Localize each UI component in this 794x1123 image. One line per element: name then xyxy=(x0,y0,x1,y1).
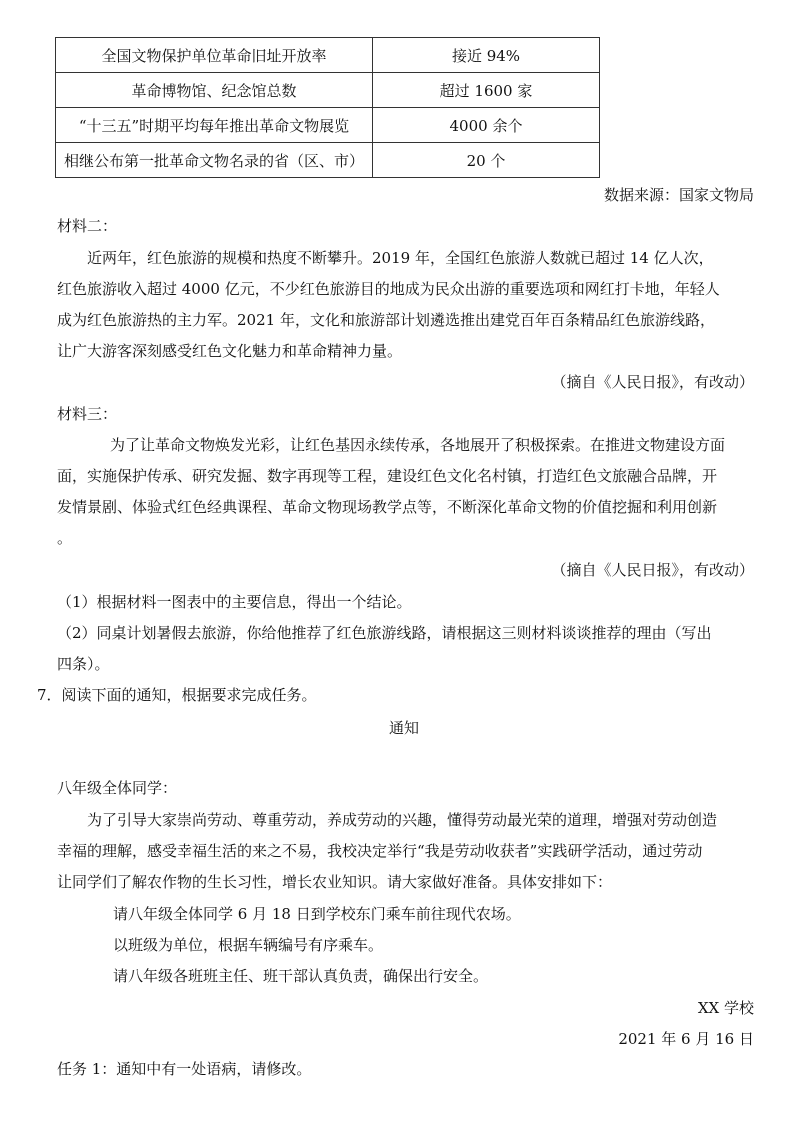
notice-item: 请八年级全体同学 6 月 18 日到学校东门乘车前往现代农场。 xyxy=(113,905,521,923)
table-row xyxy=(56,108,600,143)
table-row xyxy=(56,38,600,73)
material3-source: （摘自《人民日报》，有改动） xyxy=(551,561,754,579)
material2-heading: 材料二： xyxy=(57,217,118,235)
material2-line: 成为红色旅游热的主力军。2021 年，文化和旅游部计划遴选推出建党百年百条精品红色旅游线路， xyxy=(57,311,715,329)
table-cell-label: 全国文物保护单位革命旧址开放率 xyxy=(56,38,373,73)
material2-source: （摘自《人民日报》，有改动） xyxy=(551,373,754,391)
material3-line: 面，实施保护传承、研究发掘、数字再现等工程，建设红色文化名村镇，打造红色文旅融合品牌，开 xyxy=(57,467,718,485)
notice-item: 以班级为单位，根据车辆编号有序乘车。 xyxy=(113,936,384,954)
table-row xyxy=(56,143,600,178)
material2-line: 让广大游客深刻感受红色文化魅力和革命精神力量。 xyxy=(57,342,403,360)
question-2: （2）同桌计划暑假去旅游，你给他推荐了红色旅游线路，请根据这三则材料谈谈推荐的理由（写出 xyxy=(57,624,712,642)
table-cell-label: “十三五”时期平均每年推出革命文物展览 xyxy=(56,108,373,143)
notice-body-line: 让同学们了解农作物的生长习性，增长农业知识。请大家做好准备。具体安排如下： xyxy=(57,873,613,891)
table-cell-value: 接近 94% xyxy=(373,38,600,73)
table-cell-label: 革命博物馆、纪念馆总数 xyxy=(56,73,373,108)
material3-heading: 材料三： xyxy=(57,405,118,423)
table-cell-label: 相继公布第一批革命文物名录的省（区、市） xyxy=(56,143,373,178)
notice-title: 通知 xyxy=(389,719,420,737)
material3-line: 为了让革命文物焕发光彩，让红色基因永续传承，各地展开了积极探索。在推进文物建设方面 xyxy=(110,436,726,454)
table-cell-value: 20 个 xyxy=(373,143,600,178)
statistics-table xyxy=(55,37,600,178)
table-cell-value: 4000 余个 xyxy=(373,108,600,143)
material3-line: 发情景剧、体验式红色经典课程、革命文物现场教学点等，不断深化革命文物的价值挖掘和利用创新 xyxy=(57,498,718,516)
notice-date: 2021 年 6 月 16 日 xyxy=(618,1030,754,1048)
table-source: 数据来源：国家文物局 xyxy=(603,186,754,204)
material3-line: 。 xyxy=(57,529,73,547)
material2-line: 红色旅游收入超过 4000 亿元，不少红色旅游目的地成为民众出游的重要选项和网红打卡地，年轻人 xyxy=(57,280,720,298)
notice-body-line: 幸福的理解，感受幸福生活的来之不易，我校决定举行“我是劳动收获者”实践研学活动，通过劳动 xyxy=(57,842,703,860)
question-2-continued: 四条）。 xyxy=(57,655,110,673)
material2-line: 近两年，红色旅游的规模和热度不断攀升。2019 年，全国红色旅游人数就已超过 14 亿人次， xyxy=(87,249,714,267)
table-row xyxy=(56,73,600,108)
notice-signature: XX 学校 xyxy=(697,999,754,1017)
question-7-title: 7．阅读下面的通知，根据要求完成任务。 xyxy=(37,686,317,704)
question-1: （1）根据材料一图表中的主要信息，得出一个结论。 xyxy=(57,593,412,611)
notice-item: 请八年级各班班主任、班干部认真负责，确保出行安全。 xyxy=(113,967,489,985)
task-1: 任务 1：通知中有一处语病，请修改。 xyxy=(57,1060,312,1078)
notice-body-line: 为了引导大家崇尚劳动、尊重劳动，养成劳动的兴趣，懂得劳动最光荣的道理，增强对劳动创造 xyxy=(87,811,718,829)
table-cell-value: 超过 1600 家 xyxy=(373,73,600,108)
notice-greeting: 八年级全体同学： xyxy=(57,779,178,797)
